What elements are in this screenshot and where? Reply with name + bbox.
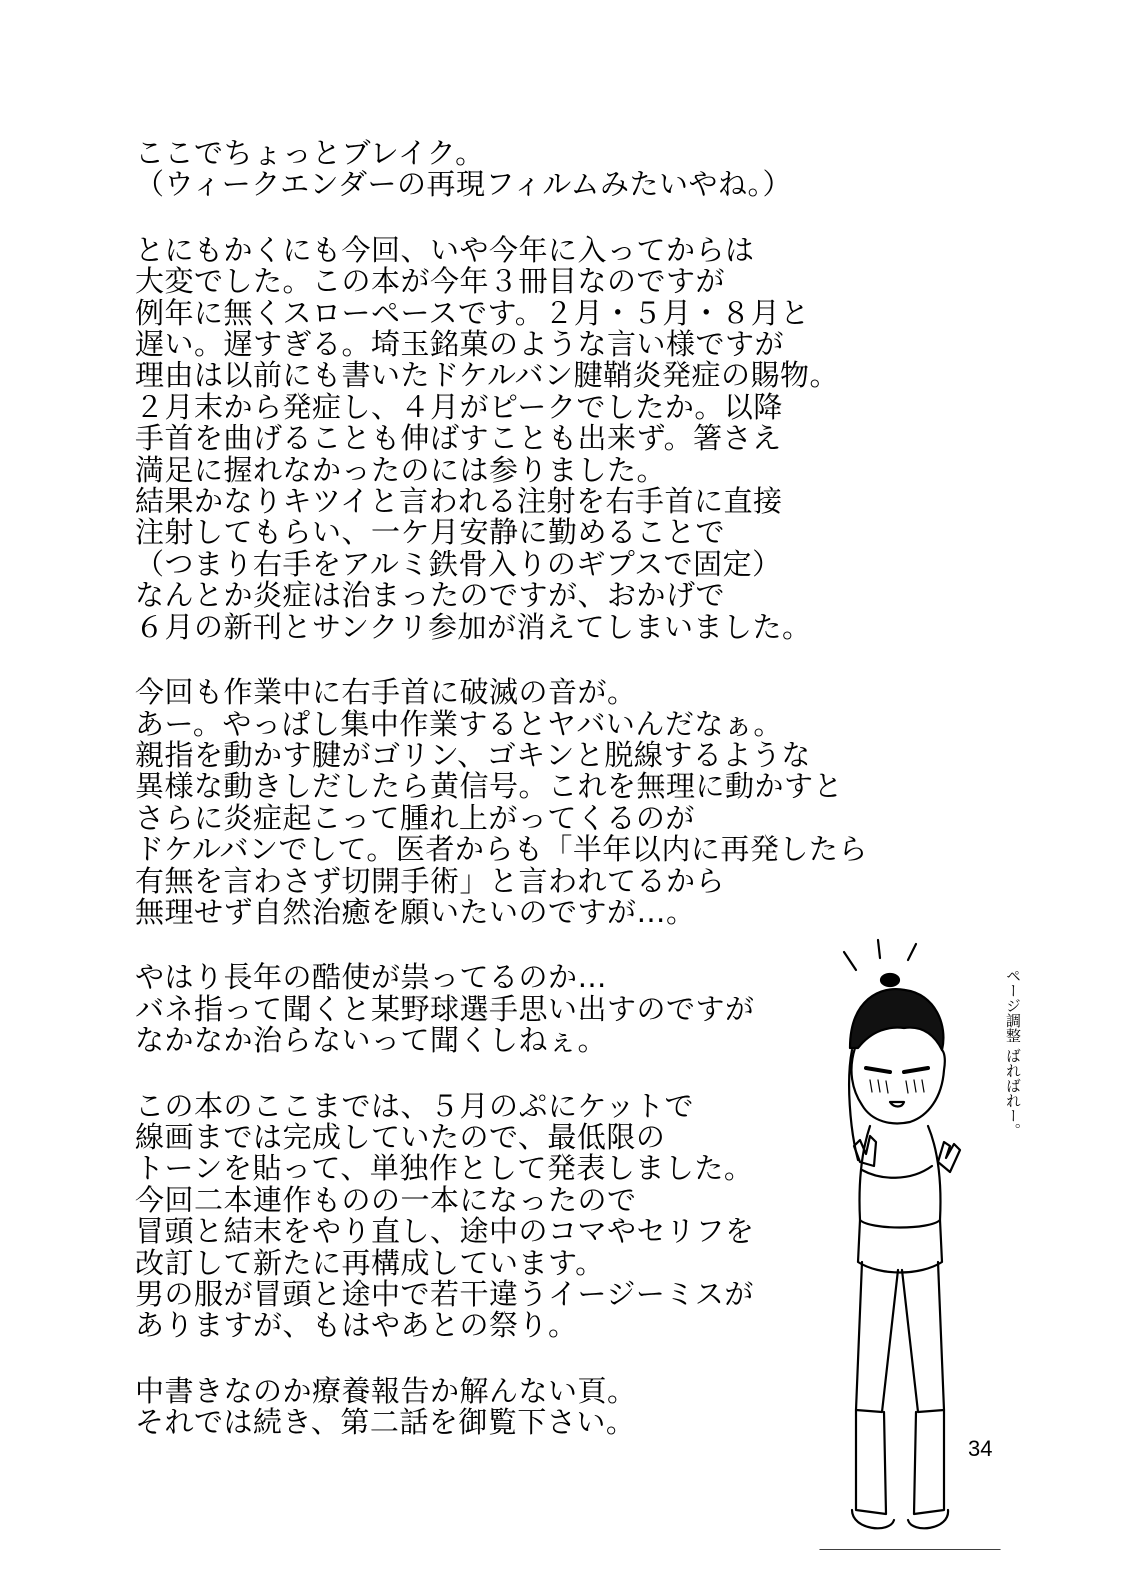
text-line: 今回二本連作ものの一本になったので bbox=[135, 1182, 637, 1217]
text-line: 今回も作業中に右手首に破滅の音が。 bbox=[135, 675, 637, 710]
text-line: （つまり右手をアルミ鉄骨入りのギプスで固定） bbox=[135, 546, 782, 581]
eyes bbox=[866, 1068, 928, 1072]
text-line: やはり長年の酷使が祟ってるのか… bbox=[135, 960, 608, 995]
text-line: ６月の新刊とサンクリ参加が消えてしまいました。 bbox=[135, 609, 812, 644]
caption-text: ページ調整 ばればれー。 bbox=[1004, 968, 1022, 1138]
text-line: それでは続き、第二話を御覧下さい。 bbox=[135, 1405, 636, 1440]
text-line: 例年に無くスローペースです。２月・５月・８月と bbox=[135, 295, 810, 330]
blush-lines bbox=[870, 1080, 924, 1093]
text-line: 異様な動きしだしたら黄信号。これを無理に動かすと bbox=[135, 769, 844, 804]
text-line: 手首を曲げることも伸ばすことも出来ず。箸さえ bbox=[135, 421, 782, 456]
text-line: 満足に握れなかったのには参りました。 bbox=[135, 452, 667, 487]
text-line: 有無を言わさず切開手術」と言われてるから bbox=[135, 863, 726, 898]
hair-bun bbox=[881, 974, 899, 986]
text-line: 改訂して新たに再構成しています。 bbox=[135, 1245, 605, 1280]
text-line: 中書きなのか療養報告か解んない頁。 bbox=[135, 1373, 637, 1408]
legs bbox=[856, 1262, 944, 1412]
text-line: ２月末から発症し、４月がピークでしたか。以降 bbox=[135, 389, 783, 424]
text-line: トーンを貼って、単独作として発表しました。 bbox=[135, 1151, 754, 1186]
page-number: 34 bbox=[968, 1436, 993, 1461]
text-line: 無理せず自然治癒を願いたいのですが…。 bbox=[135, 894, 696, 929]
hair bbox=[850, 989, 943, 1050]
text-line: あー。やっぱし集中作業するとヤバいんだなぁ。 bbox=[135, 706, 783, 741]
torso-outline bbox=[859, 1126, 940, 1220]
surprise-mark-right bbox=[908, 944, 916, 960]
text-line: 遅い。遅すぎる。埼玉銘菓のような言い様ですが bbox=[135, 327, 785, 362]
text-line: バネ指って聞くと某野球選手思い出すのですが bbox=[135, 991, 755, 1026]
socks bbox=[856, 1410, 944, 1514]
text-line: 男の服が冒頭と途中で若干違うイージーミスが bbox=[135, 1277, 754, 1311]
text-line: この本のここまでは、５月のぷにケットで bbox=[135, 1088, 695, 1123]
text-line: （ウィークエンダーの再現フィルムみたいやね。） bbox=[135, 167, 793, 202]
text-line: なかなか治らないって聞くしねぇ。 bbox=[135, 1023, 608, 1058]
text-line: とにもかくにも今回、いや今年に入ってからは bbox=[135, 232, 755, 267]
surprise-mark-center bbox=[878, 940, 880, 958]
text-line: 大変でした。この本が今年３冊目なのですが bbox=[135, 264, 726, 299]
paragraph-1 bbox=[135, 138, 935, 201]
surprise-mark-left bbox=[844, 952, 856, 970]
feet bbox=[852, 1510, 948, 1528]
text-line: 結果かなりキツイと言われる注射を右手首に直接 bbox=[135, 484, 783, 519]
paragraph-2 bbox=[135, 232, 935, 644]
text-line: 注射してもらい、一ケ月安静に勤めることで bbox=[135, 515, 726, 550]
text-line: さらに炎症起こって腫れ上がってくるのが bbox=[135, 800, 695, 835]
text-line: 冒頭と結末をやり直し、途中のコマやセリフを bbox=[135, 1214, 755, 1249]
briefs bbox=[858, 1220, 942, 1273]
face-outline bbox=[851, 1048, 944, 1123]
right-hand bbox=[938, 1142, 960, 1172]
paragraph-3 bbox=[135, 677, 935, 928]
text-line: ドケルバンでして。医者からも「半年以内に再発したら bbox=[135, 832, 868, 867]
text-line: ここでちょっとブレイク。 bbox=[135, 136, 485, 170]
text-line: 線画までは完成していたので、最低限の bbox=[135, 1119, 666, 1154]
chest-line bbox=[862, 1166, 932, 1178]
text-line: なんとか炎症は治まったのですが、おかげで bbox=[135, 578, 726, 613]
text-line: ありますが、もはやあとの祭り。 bbox=[135, 1308, 578, 1343]
text-line: 理由は以前にも書いたドケルバン腱鞘炎発症の賜物。 bbox=[135, 358, 839, 393]
mouth bbox=[890, 1102, 904, 1107]
text-line: 親指を動かす腱がゴリン、ゴキンと脱線するような bbox=[135, 737, 811, 772]
